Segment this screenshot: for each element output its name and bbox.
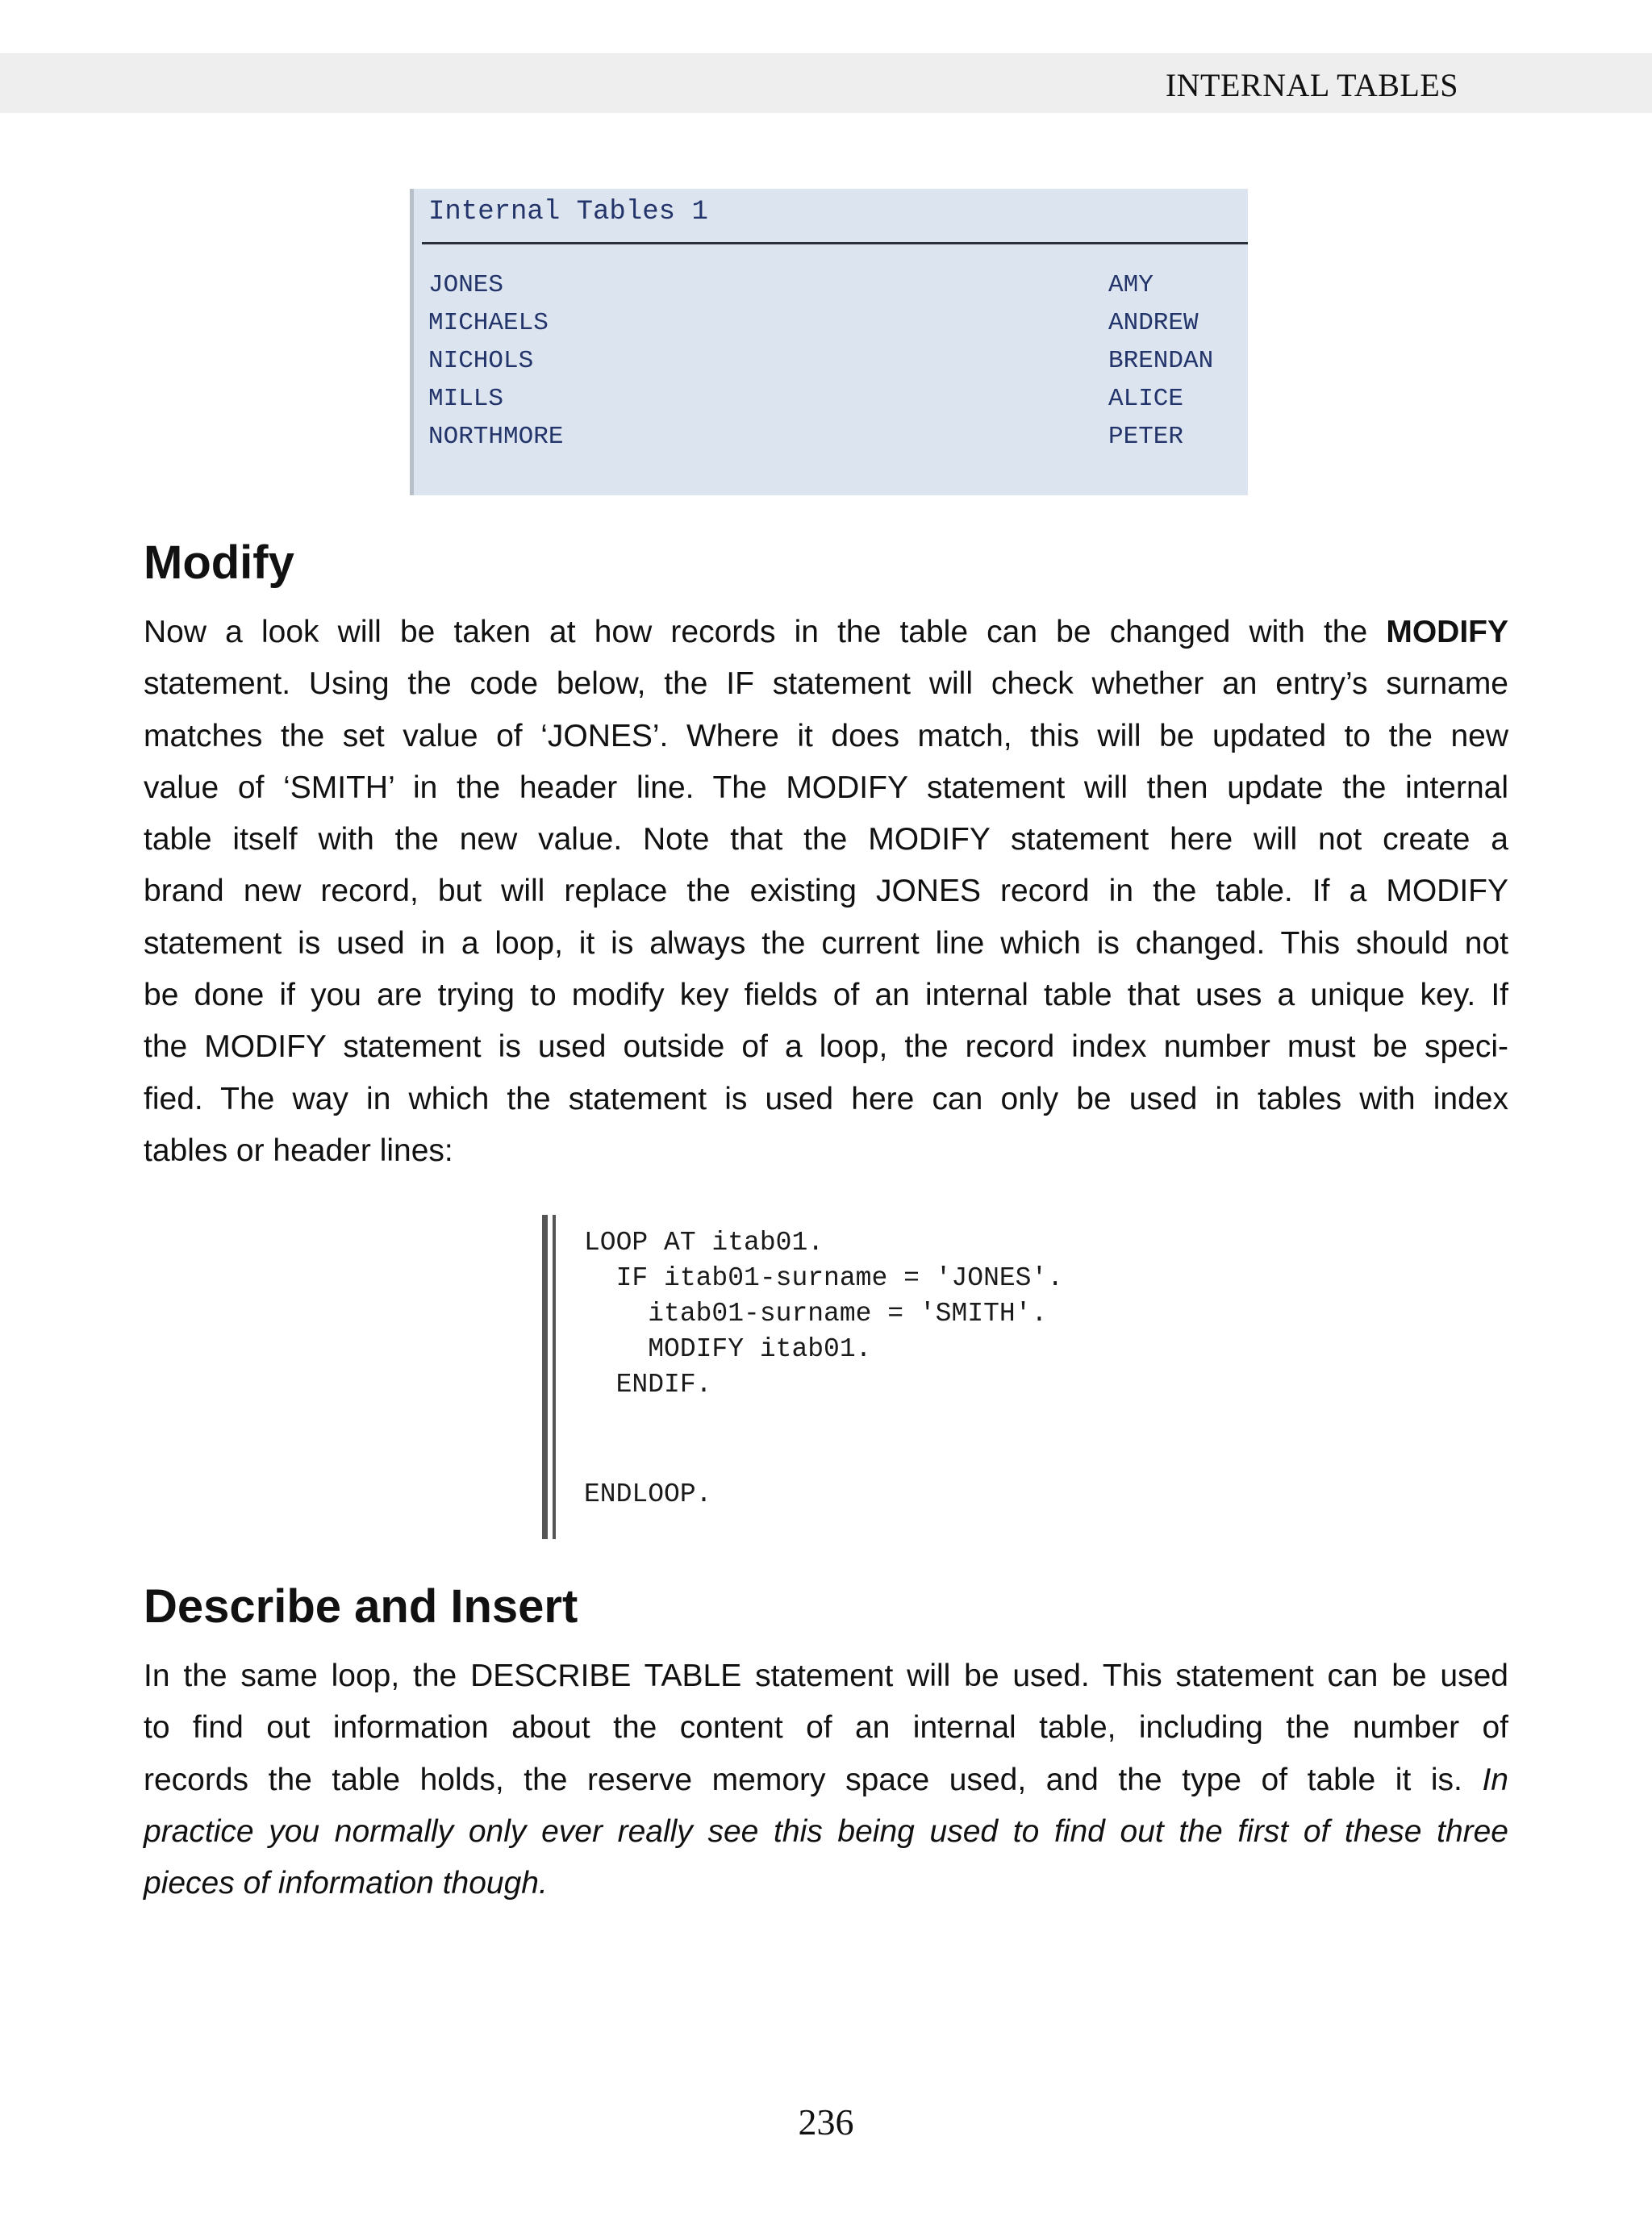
paragraph-line: tables or header lines: (144, 1133, 453, 1168)
bold-keyword: MODIFY (1386, 615, 1508, 649)
code-line: IF itab01-surname = 'JONES'. (584, 1263, 1064, 1293)
surname-cell: JONES (428, 271, 504, 299)
output-list-title: Internal Tables 1 (428, 197, 708, 227)
describe-paragraph (144, 1650, 1508, 1909)
list-item (428, 271, 1232, 309)
paragraph-line: matches the set value of ‘JONES’. Where it does match, this will be updated to the new (144, 718, 1508, 753)
section-heading-modify: Modify (144, 536, 294, 589)
surname-cell: NICHOLS (428, 347, 534, 375)
paragraph-line (144, 1858, 1508, 1909)
forename-cell: ANDREW (1108, 309, 1199, 337)
paragraph-line: value of ‘SMITH’ in the header line. The MODIFY statement will then update the internal (144, 770, 1508, 805)
code-margin-bar (542, 1215, 548, 1539)
paragraph-line (144, 1755, 1508, 1806)
paragraph-line-text: Now a look will be taken at how records in the table can be changed with the (144, 615, 1387, 649)
surname-cell: MILLS (428, 385, 504, 413)
paragraph-line: brand new record, but will replace the existing JONES record in the table. If a MODIFY (144, 874, 1508, 909)
section-heading-describe: Describe and Insert (144, 1580, 578, 1633)
paragraph-line: the MODIFY statement is used outside of a loop, the record index number must be speci- (144, 1029, 1508, 1065)
surname-cell: NORTHMORE (428, 423, 564, 451)
code-line: ENDLOOP. (584, 1479, 712, 1509)
code-line: LOOP AT itab01. (584, 1228, 824, 1258)
paragraph-line (144, 607, 1508, 658)
output-list-screenshot (410, 189, 1248, 495)
code-margin-bar (553, 1215, 556, 1539)
italic-text: In (1482, 1762, 1508, 1797)
list-item (428, 385, 1232, 423)
forename-cell: BRENDAN (1108, 347, 1214, 375)
code-line: MODIFY itab01. (584, 1334, 872, 1364)
italic-text: practice you normally only ever really see this being used to find out the first of these three (144, 1813, 1508, 1849)
list-item (428, 423, 1232, 461)
paragraph-line: table itself with the new value. Note that the MODIFY statement here will not create a (144, 822, 1508, 857)
paragraph-line: In the same loop, the DESCRIBE TABLE statement will be used. This statement can be used (144, 1659, 1508, 1693)
output-list-divider (422, 242, 1248, 244)
paragraph-line: statement is used in a loop, it is always the current line which is changed. This should not (144, 925, 1508, 961)
paragraph-line-text: records the table holds, the reserve memory space used, and the type of table it is. (144, 1762, 1483, 1797)
italic-text: pieces of information though. (144, 1866, 548, 1901)
forename-cell: PETER (1108, 423, 1184, 451)
paragraph-line: be done if you are trying to modify key fields of an internal table that uses a unique key. If (144, 978, 1508, 1013)
paragraph-line (144, 1806, 1508, 1858)
running-head: INTERNAL TABLES (1165, 67, 1458, 103)
code-line: ENDIF. (584, 1370, 712, 1400)
forename-cell: ALICE (1108, 385, 1184, 413)
list-item (428, 347, 1232, 385)
surname-cell: MICHAELS (428, 309, 549, 337)
list-item (428, 309, 1232, 347)
code-line: itab01-surname = 'SMITH'. (584, 1299, 1048, 1329)
modify-paragraph (144, 607, 1508, 1177)
code-block (542, 1215, 1107, 1539)
forename-cell: AMY (1108, 271, 1153, 299)
paragraph-line: statement. Using the code below, the IF statement will check whether an entry’s surname (144, 666, 1508, 702)
paragraph-line: fied. The way in which the statement is used here can only be used in tables with index (144, 1081, 1508, 1116)
page-number: 236 (798, 2101, 854, 2143)
paragraph-line: to find out information about the content of an internal table, including the number of (144, 1710, 1508, 1746)
